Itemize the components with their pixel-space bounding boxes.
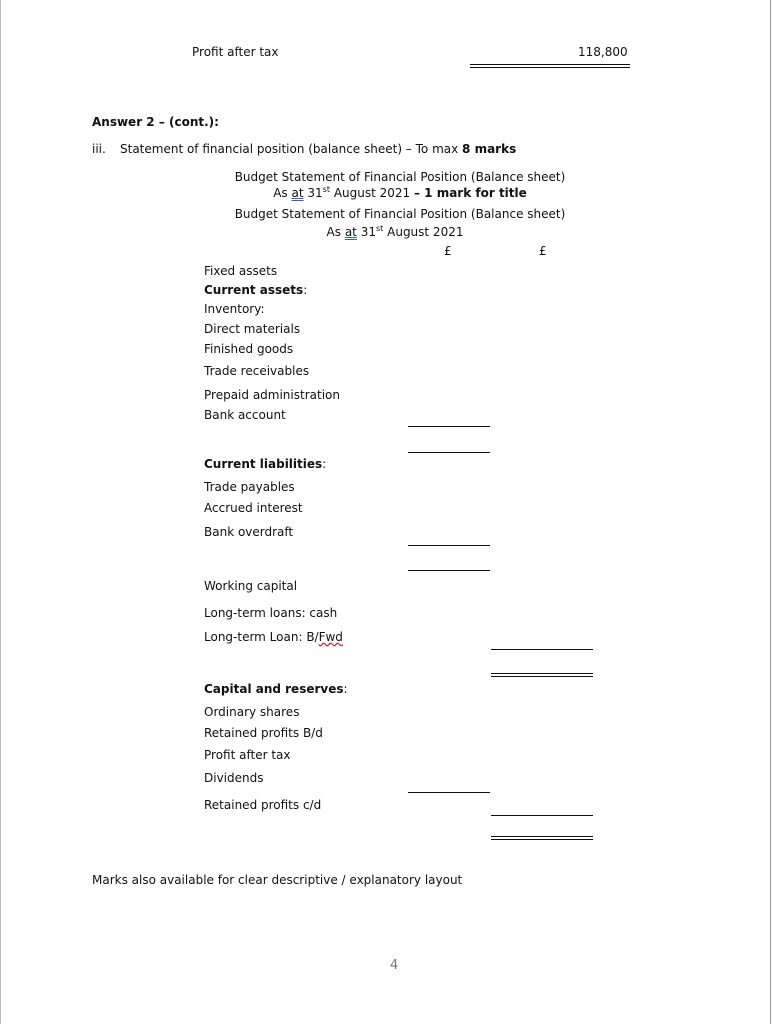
row-working-capital: Working capital <box>204 579 298 593</box>
page-edge-right <box>770 0 771 1024</box>
row-retained-bd: Retained profits B/d <box>204 726 323 740</box>
row-inventory: Inventory: <box>204 302 265 316</box>
rule-current-assets-net <box>408 452 490 453</box>
row-fixed-assets: Fixed assets <box>204 264 278 278</box>
page-number: 4 <box>390 958 399 973</box>
title-line-4 <box>195 225 595 239</box>
row-dividends: Dividends <box>204 771 264 785</box>
row-prepaid-admin: Prepaid administration <box>204 388 340 402</box>
section-text: Statement of financial position (balance sheet) – To max <box>120 142 459 156</box>
double-rule-net-assets <box>491 673 593 677</box>
row-long-term-loan-bfwd <box>204 630 343 644</box>
top-double-rule <box>470 64 630 68</box>
bfwd-prefix: Long-term Loan: B/ <box>204 630 319 644</box>
currency-col-1: £ <box>444 244 452 258</box>
section-number: iii. <box>92 142 106 156</box>
capital-reserves-label: Capital and reserves <box>204 682 344 696</box>
rule-liabilities-net <box>408 570 490 571</box>
title-line-3: Budget Statement of Financial Position (Balance sheet) <box>234 207 566 221</box>
title4-rest: August 2021 <box>387 225 464 239</box>
row-accrued-interest: Accrued interest <box>204 501 303 515</box>
section-line <box>120 142 516 156</box>
row-bank-account: Bank account <box>204 408 286 422</box>
current-liabilities-label: Current liabilities <box>204 457 323 471</box>
row-trade-payables: Trade payables <box>204 480 295 494</box>
section-marks: 8 marks <box>462 142 517 156</box>
footer-note: Marks also available for clear descriptive / explanatory layout <box>92 873 463 887</box>
title-day: 31 <box>307 186 323 200</box>
bfwd-word: Fwd <box>318 630 343 644</box>
row-ordinary-shares: Ordinary shares <box>204 705 300 719</box>
row-current-liabilities <box>204 457 326 471</box>
row-retained-cd: Retained profits c/d <box>204 798 322 812</box>
capital-reserves-colon: : <box>343 682 348 696</box>
row-trade-receivables: Trade receivables <box>204 364 310 378</box>
currency-col-2: £ <box>539 244 547 258</box>
title4-sup: st <box>375 224 384 233</box>
title-rest: August 2021 <box>333 186 411 200</box>
title4-at: at <box>344 225 357 239</box>
rule-current-assets-total <box>408 426 490 427</box>
rule-net-assets <box>491 649 593 650</box>
title-sup: st <box>322 185 330 194</box>
title4-day: 31 <box>360 225 376 239</box>
current-assets-label: Current assets <box>204 283 304 297</box>
title-at: at <box>291 186 304 200</box>
top-profit-value: 118,800 <box>578 45 628 59</box>
rule-liabilities-total <box>408 545 490 546</box>
top-profit-label: Profit after tax <box>192 45 279 59</box>
row-direct-materials: Direct materials <box>204 322 301 336</box>
double-rule-capital-total <box>491 836 593 840</box>
title4-as: As <box>326 225 341 239</box>
answer-heading: Answer 2 – (cont.): <box>92 115 219 129</box>
row-long-term-loans-cash: Long-term loans: cash <box>204 606 338 620</box>
row-current-assets <box>204 283 307 297</box>
row-finished-goods: Finished goods <box>204 342 294 356</box>
rule-capital-total <box>491 815 593 816</box>
title-line-1: Budget Statement of Financial Position (Balance sheet) <box>234 170 566 184</box>
current-assets-colon: : <box>303 283 308 297</box>
row-bank-overdraft: Bank overdraft <box>204 525 294 539</box>
title-mark-note: – 1 mark for title <box>414 186 527 200</box>
row-capital-reserves <box>204 682 348 696</box>
row-profit-after-tax: Profit after tax <box>204 748 291 762</box>
page-edge-left <box>0 0 1 1024</box>
title-line-2 <box>200 186 600 200</box>
rule-retained-subtotal <box>408 792 490 793</box>
current-liabilities-colon: : <box>322 457 327 471</box>
title-as: As <box>273 186 288 200</box>
